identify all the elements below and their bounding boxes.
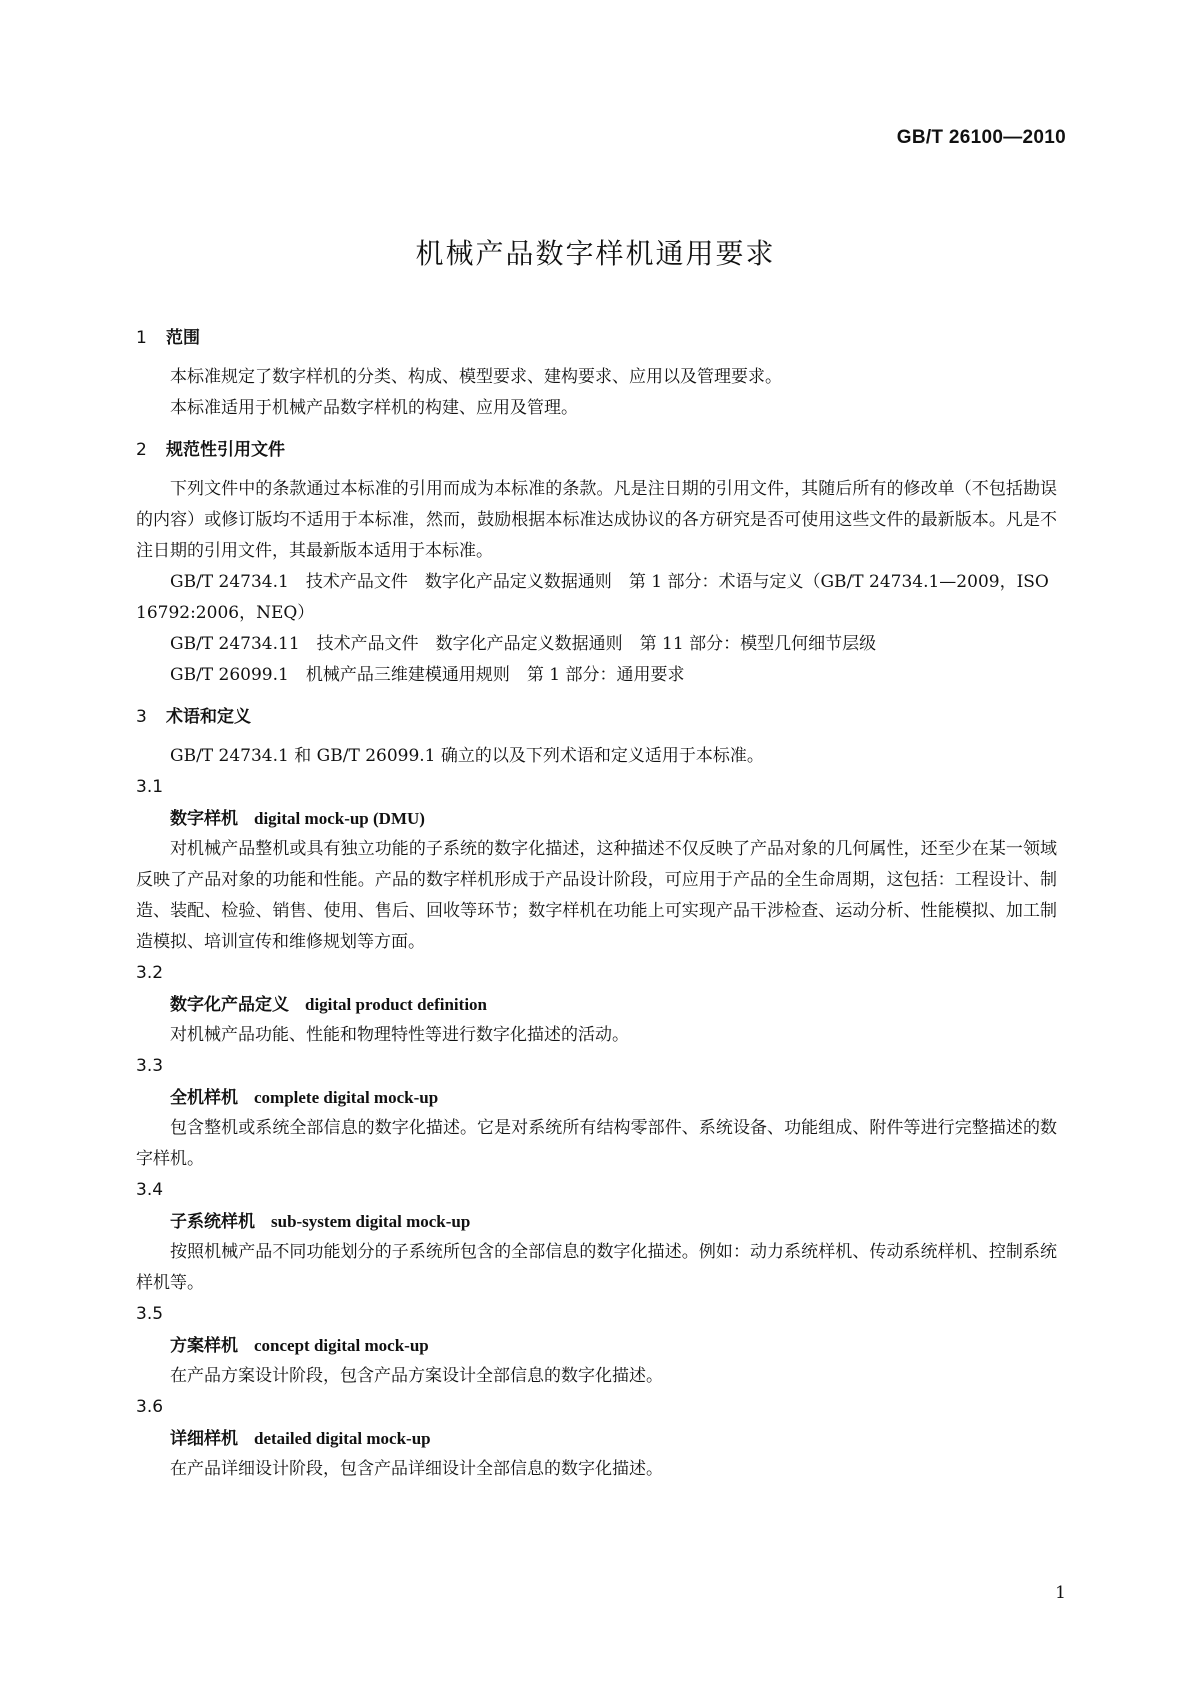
term-zh: 详细样机: [170, 1429, 238, 1449]
term-zh: 子系统样机: [170, 1212, 255, 1232]
term-entry: [136, 1299, 1057, 1392]
term-entry: [136, 1392, 1057, 1485]
term-zh: 方案样机: [170, 1336, 238, 1356]
paragraph: GB/T 24734.1 和 GB/T 26099.1 确立的以及下列术语和定义适用于本标准。: [170, 746, 764, 766]
term-definition: 按照机械产品不同功能划分的子系统所包含的全部信息的数字化描述。例如：动力系统样机、传动系统样机、控制系统样机等。: [136, 1242, 1057, 1293]
section-title: 术语和定义: [166, 707, 251, 727]
section-number: 2: [136, 440, 147, 460]
term-heading: [136, 1082, 1057, 1113]
section-number: 1: [136, 328, 147, 348]
document-title: 机械产品数字样机通用要求: [415, 237, 776, 270]
term-heading: [136, 989, 1057, 1020]
term-number: 3.6: [136, 1397, 164, 1417]
term-heading: [136, 1330, 1057, 1361]
term-zh: 数字样机: [170, 809, 238, 829]
section-heading-normative-references: [136, 434, 1057, 466]
paragraph: 本标准适用于机械产品数字样机的构建、应用及管理。: [170, 398, 578, 418]
section-heading-scope: [136, 322, 1057, 354]
term-entry: [136, 958, 1057, 1051]
reference-item: GB/T 26099.1 机械产品三维建模通用规则 第 1 部分：通用要求: [170, 665, 685, 685]
paragraph: 下列文件中的条款通过本标准的引用而成为本标准的条款。凡是注日期的引用文件，其随后所有的修改单（不包括勘误的内容）或修订版均不适用于本标准，然而，鼓励根据本标准达成协议的各方研究是否可使用这些文件的最新版本。凡是不注日期的引用文件，其最新版本适用于本标准。: [136, 479, 1057, 561]
term-number: 3.1: [136, 777, 164, 797]
term-zh: 数字化产品定义: [170, 995, 289, 1015]
term-definition: 包含整机或系统全部信息的数字化描述。它是对系统所有结构零部件、系统设备、功能组成、附件等进行完整描述的数字样机。: [136, 1118, 1057, 1169]
section-number: 3: [136, 707, 147, 727]
page-number: 1: [1055, 1583, 1066, 1603]
term-definition: 对机械产品功能、性能和物理特性等进行数字化描述的活动。: [170, 1025, 629, 1045]
term-number: 3.3: [136, 1056, 164, 1076]
term-entry: [136, 1051, 1057, 1175]
standard-code: GB/T 26100—2010: [896, 127, 1066, 148]
term-number: 3.2: [136, 963, 164, 983]
paragraph: 本标准规定了数字样机的分类、构成、模型要求、建构要求、应用以及管理要求。: [170, 367, 782, 387]
term-number: 3.4: [136, 1180, 164, 1200]
term-entry: [136, 1175, 1057, 1299]
document-body: [136, 322, 1057, 1485]
term-entry: [136, 772, 1057, 958]
term-definition: 在产品详细设计阶段，包含产品详细设计全部信息的数字化描述。: [170, 1459, 663, 1479]
term-en: complete digital mock-up: [254, 1088, 439, 1107]
term-en: digital mock-up (DMU): [254, 809, 425, 828]
term-heading: [136, 1423, 1057, 1454]
term-heading: [136, 1206, 1057, 1237]
term-en: sub-system digital mock-up: [271, 1212, 471, 1231]
reference-item: GB/T 24734.11 技术产品文件 数字化产品定义数据通则 第 11 部分：模型几何细节层级: [170, 634, 877, 654]
term-en: concept digital mock-up: [254, 1336, 429, 1355]
reference-item: GB/T 24734.1 技术产品文件 数字化产品定义数据通则 第 1 部分：术语与定义（GB/T 24734.1—2009，ISO 16792:2006，NEQ）: [136, 572, 1049, 623]
section-title: 规范性引用文件: [166, 440, 285, 460]
section-heading-terms-definitions: [136, 701, 1057, 733]
section-title: 范围: [166, 328, 200, 348]
term-definition: 在产品方案设计阶段，包含产品方案设计全部信息的数字化描述。: [170, 1366, 663, 1386]
term-definition: 对机械产品整机或具有独立功能的子系统的数字化描述，这种描述不仅反映了产品对象的几何属性，还至少在某一领域反映了产品对象的功能和性能。产品的数字样机形成于产品设计阶段，可应用于产品的全生命周期，这包括：工程设计、制造、装配、检验、销售、使用、售后、回收等环节；数字样机在功能上可实现产品干涉检查、运动分析、性能模拟、加工制造模拟、培训宣传和维修规划等方面。: [136, 839, 1057, 952]
term-number: 3.5: [136, 1304, 164, 1324]
term-en: digital product definition: [305, 995, 487, 1014]
term-heading: [136, 803, 1057, 834]
term-en: detailed digital mock-up: [254, 1429, 431, 1448]
term-zh: 全机样机: [170, 1088, 238, 1108]
